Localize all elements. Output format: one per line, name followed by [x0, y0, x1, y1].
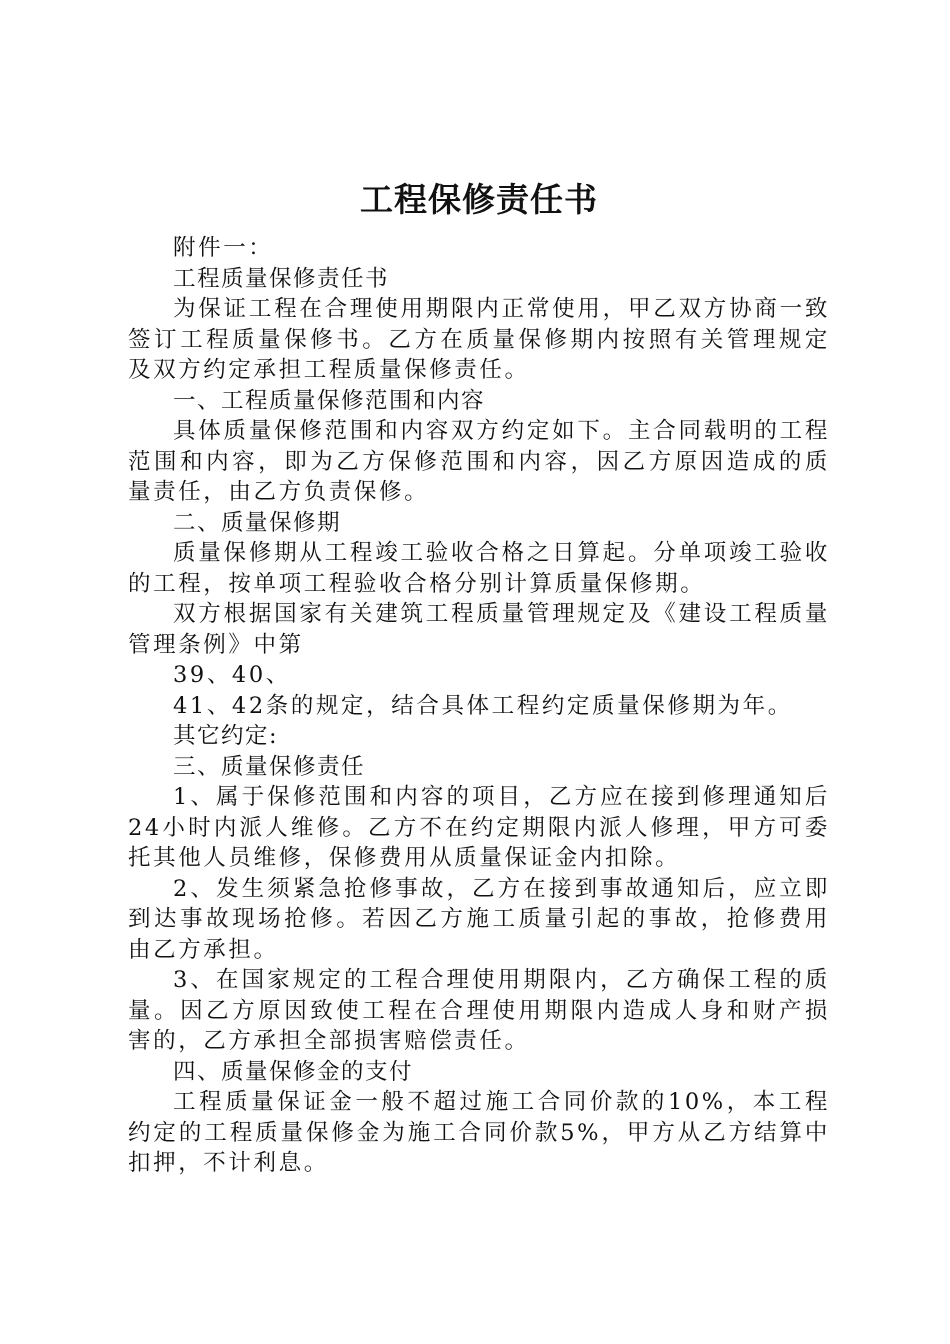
section-heading-scope: 一、工程质量保修范围和内容	[173, 387, 486, 414]
section-heading-period: 二、质量保修期	[173, 509, 342, 536]
document-page	[128, 180, 830, 1179]
responsibility-item-2: 2、发生须紧急抢修事故，乙方在接到事故通知后，应立即到达事故现场抢修。若因乙方施工质量引起的事故，抢修费用由乙方承担。	[128, 875, 830, 963]
payment-paragraph: 工程质量保证金一般不超过施工合同价款的10%，本工程约定的工程质量保修金为施工合同价款5%，甲方从乙方结算中扣押，不计利息。	[128, 1089, 830, 1176]
other-terms: 其它约定:	[173, 723, 279, 749]
intro-paragraph: 为保证工程在合理使用期限内正常使用，甲乙双方协商一致签订工程质量保修书。乙方在质量保修期内按照有关管理规定及双方约定承担工程质量保修责任。	[128, 296, 830, 383]
article-numbers: 39、40、	[173, 662, 291, 688]
attachment-label: 附件一：	[173, 235, 274, 261]
scope-paragraph: 具体质量保修范围和内容双方约定如下。主合同载明的工程范围和内容，即为乙方保修范围和内容，因乙方原因造成的质量责任，由乙方负责保修。	[128, 418, 830, 505]
subtitle: 工程质量保修责任书	[173, 265, 390, 292]
regulation-paragraph: 双方根据国家有关建筑工程质量管理规定及《建设工程质量管理条例》中第	[128, 601, 830, 658]
section-heading-responsibility: 三、质量保修责任	[173, 753, 366, 780]
article-paragraph: 41、42条的规定，结合具体工程约定质量保修期为年。	[173, 692, 793, 719]
section-heading-payment: 四、质量保修金的支付	[173, 1058, 414, 1085]
document-title: 工程保修责任书	[360, 180, 598, 219]
responsibility-item-1: 1、属于保修范围和内容的项目，乙方应在接到修理通知后24小时内派人维修。乙方不在约定期限内派人修理，甲方可委托其他人员维修，保修费用从质量保证金内扣除。	[128, 784, 830, 871]
responsibility-item-3: 3、在国家规定的工程合理使用期限内，乙方确保工程的质量。因乙方原因致使工程在合理使用期限内造成人身和财产损害的，乙方承担全部损害赔偿责任。	[128, 967, 830, 1054]
period-paragraph: 质量保修期从工程竣工验收合格之日算起。分单项竣工验收的工程，按单项工程验收合格分别计算质量保修期。	[128, 540, 830, 597]
